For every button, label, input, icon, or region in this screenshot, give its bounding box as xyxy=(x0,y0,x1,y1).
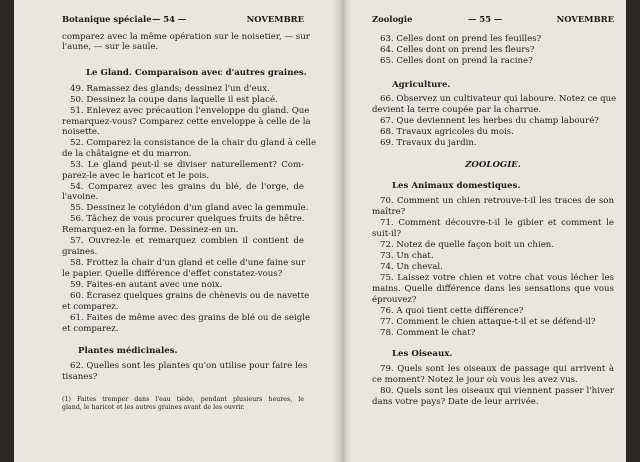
text-line: 62. Quelles sont les plantes qu'on utilise pour faire les xyxy=(70,361,308,371)
text-line: remarquez-vous? Comparez cette enveloppe à celle de la xyxy=(62,117,311,127)
text-line: 57. Ouvrez-le et remarquez combien il contient de xyxy=(70,236,304,246)
section-heading: Les Oiseaux. xyxy=(392,349,453,359)
text-line: 61. Faites de même avec des grains de blé ou de seigle xyxy=(70,313,311,323)
text-line: 80. Quels sont les oiseaux qui viennent passer l'hiver xyxy=(380,386,614,396)
text-line: 54. Comparez avec les grains du blé, de l'orge, de xyxy=(70,182,304,192)
text-line: graines. xyxy=(62,247,98,257)
left-header-month: NOVEMBRE xyxy=(246,14,304,24)
text-line: tisanes? xyxy=(62,372,98,382)
text-line: 56. Tâchez de vous procurer quelques fruits de hêtre. xyxy=(70,214,305,224)
right-header-section: Zoologie xyxy=(372,14,413,24)
left-page-number: — 54 — xyxy=(152,14,187,24)
text-line: 68. Travaux agricoles du mois. xyxy=(380,127,514,137)
section-heading: Les Animaux domestiques. xyxy=(392,181,521,191)
text-line: 67. Que deviennent les herbes du champ labouré? xyxy=(380,116,599,126)
text-line: mains. Quelle différence dans les sensations que vous xyxy=(372,284,614,294)
text-line: 53. Le gland peut-il se diviser naturellement? Com- xyxy=(70,160,304,170)
text-line: 58. Frottez la chair d'un gland et celle d'une faine sur xyxy=(70,258,306,268)
text-line: 51. Enlevez avec précaution l'enveloppe du gland. Que xyxy=(70,106,310,116)
text-line: 76. A quoi tient cette différence? xyxy=(380,306,524,316)
text-line: noisette. xyxy=(62,127,100,137)
text-line: 72. Notez de quelle façon boit un chien. xyxy=(380,240,555,250)
text-line: 75. Laissez votre chien et votre chat vous lécher les xyxy=(380,273,614,283)
footnote-line: gland, le haricot et les autres graines avant de les ouvrir. xyxy=(62,404,245,411)
text-line: suit-il? xyxy=(372,229,402,239)
text-line: 79. Quels sont les oiseaux de passage qui arrivent à xyxy=(380,364,614,374)
section-heading: Agriculture. xyxy=(392,80,451,90)
text-line: 78. Comment le chat? xyxy=(380,328,476,338)
text-line: comparez avec la même opération sur le noisetier, — sur xyxy=(62,32,310,42)
text-line: éprouvez? xyxy=(372,295,417,305)
part-heading: ZOOLOGIE. xyxy=(465,160,521,170)
right-page-number: — 55 — xyxy=(468,14,503,24)
text-line: 64. Celles dont on prend les fleurs? xyxy=(380,45,535,55)
text-line: devient la terre coupée par la charrue. xyxy=(372,105,542,115)
text-line: 77. Comment le chien attaque-t-il et se défend-il? xyxy=(380,317,596,327)
left-page xyxy=(62,0,317,462)
text-line: 63. Celles dont on prend les feuilles? xyxy=(380,34,542,44)
book-gutter xyxy=(333,0,351,462)
section-heading: Plantes médicinales. xyxy=(78,346,178,356)
text-line: le papier. Quelle différence d'effet constatez-vous? xyxy=(62,269,283,279)
text-line: et comparez. xyxy=(62,302,119,312)
text-line: 69. Travaux du jardin. xyxy=(380,138,477,148)
text-line: ce moment? Notez le jour où vous les avez vus. xyxy=(372,375,578,385)
text-line: et comparez. xyxy=(62,324,119,334)
text-line: 65. Celles dont on prend la racine? xyxy=(380,56,533,66)
text-line: Remarquez-en la forme. Dessinez-en un. xyxy=(62,225,239,235)
text-line: 49. Ramassez des glands; dessinez l'un d'eux. xyxy=(70,84,270,94)
right-header-month: NOVEMBRE xyxy=(556,14,614,24)
text-line: dans votre pays? Date de leur arrivée. xyxy=(372,397,539,407)
text-line: 55. Dessinez le cotylédon d'un gland avec la gemmule. xyxy=(70,203,309,213)
text-line: 74. Un cheval. xyxy=(380,262,443,272)
text-line: 52. Comparez la consistance de la chair du gland à celle xyxy=(70,138,317,148)
text-line: 71. Comment découvre-t-il le gibier et comment le xyxy=(380,218,614,228)
text-line: 59. Faites-en autant avec une noix. xyxy=(70,280,223,290)
footnote-line: (1) Faites tremper dans l'eau tiède, pendant plusieurs heures, le xyxy=(62,396,304,403)
left-header-section: Botanique spéciale xyxy=(62,14,152,24)
text-line: 50. Dessinez la coupe dans laquelle il est placé. xyxy=(70,95,278,105)
text-line: maître? xyxy=(372,207,406,217)
text-line: l'aune, — sur le saule. xyxy=(62,42,159,52)
text-line: parez-le avec le haricot et le pois. xyxy=(62,171,210,181)
text-line: de la châtaigne et du marron. xyxy=(62,149,192,159)
text-line: 60. Écrasez quelques grains de chènevis ou de navette xyxy=(70,291,310,301)
text-line: 73. Un chat. xyxy=(380,251,434,261)
section-heading: Le Gland. Comparaison avec d'autres graines. xyxy=(86,68,307,78)
text-line: l'avoine. xyxy=(62,192,99,202)
text-line: 70. Comment un chien retrouve-t-il les traces de son xyxy=(380,196,614,206)
text-line: 66. Observez un cultivateur qui laboure. Notez ce que xyxy=(380,94,617,104)
right-page xyxy=(372,0,617,462)
